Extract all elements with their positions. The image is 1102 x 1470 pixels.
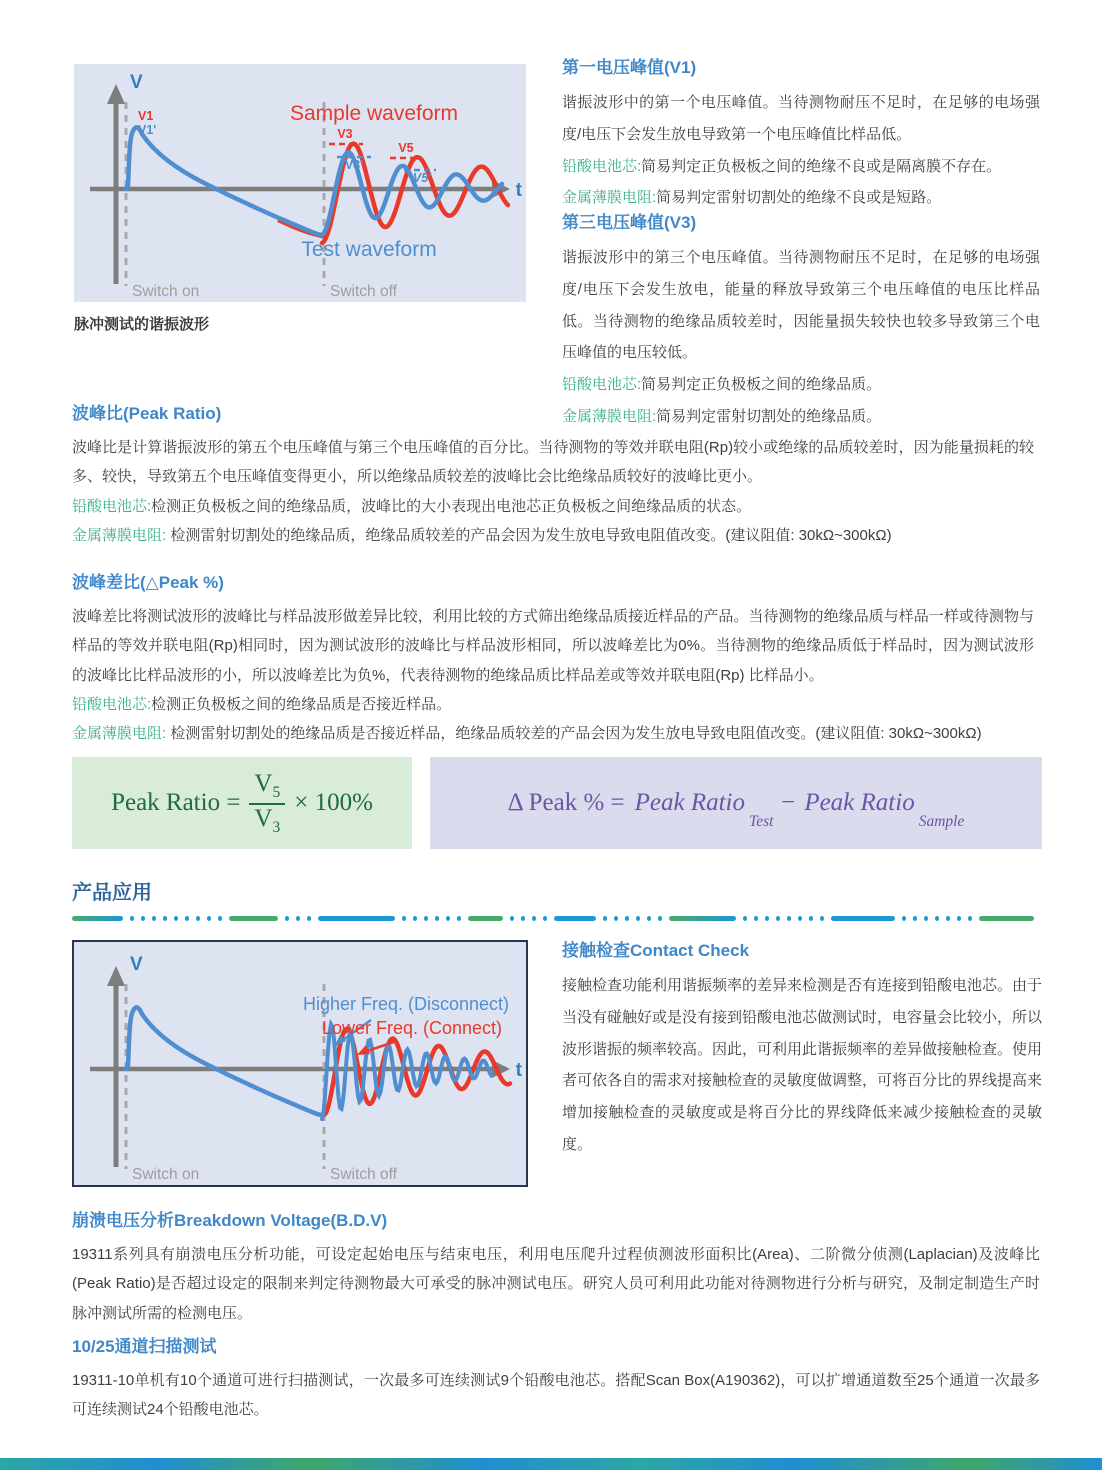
divider-dash [229,916,278,921]
divider-dot [765,916,769,921]
resonant-waveform-svg [74,64,526,302]
divider-dot [603,916,607,921]
y-axis-arrow [107,966,125,986]
y-axis-arrow [107,84,125,104]
section-v3-lead [562,369,1040,401]
divider-dot [285,916,289,921]
divider-dot [924,916,928,921]
formula-lhs: Peak Ratio = [111,789,241,816]
section-scan [72,1336,1040,1425]
fraction-denominator: $V_3$ [254,804,281,836]
film-term: 金属薄膜电阻: [562,408,657,426]
section-v1-title: 第一电压峰值(V1) [562,58,697,77]
divider-dot [296,916,300,921]
section-delta-peak-lead [72,690,1034,719]
divider-dot [424,916,428,921]
section-peak-ratio-title: 波峰比(Peak Ratio) [72,404,222,423]
film-term: 金属薄膜电阻: [562,189,657,207]
divider-dot [754,916,758,921]
divider-dot [913,916,917,921]
footer-gradient-bar [0,1458,1102,1470]
delta-minus: − [779,789,797,816]
film-term: 金属薄膜电阻: [72,526,167,544]
test-waveform-label: Test waveform [301,238,437,261]
divider-dot [185,916,189,921]
divider-dot [130,916,134,921]
film-text: 检测雷射切割处的绝缘品质，绝缘品质较差的产品会因为发生放电导致电阻值改变。(建议阻值: 30kΩ~300kΩ) [166,526,892,544]
section-contact-body: 接触检查功能利用谐振频率的差异来检测是否有连接到铅酸电池芯。由于当没有碰触好或是没有接到铅酸电池芯做测试时，电容量会比较小，所以波形谐振的频率较高。因此，可利用此谐振频率的差异做接触检查。使用者可依各自的需求对接触检查的灵敏度做调整，可将百分比的界线提高来增加接触检查的灵敏度或是将百分比的界线降低来减少接触检查的灵敏度。 [562,977,1043,1154]
divider-dot [776,916,780,921]
section-delta-peak [72,572,1034,748]
section-bdv-title: 崩溃电压分析Breakdown Voltage(B.D.V) [72,1211,388,1230]
lead-term: 铅酸电池芯: [72,695,152,713]
switch-on-label: Switch on [132,1166,200,1183]
divider-dot [152,916,156,921]
divider-dot [510,916,514,921]
formula-fraction [249,770,285,837]
divider-dot [174,916,178,921]
divider-dash [979,916,1034,921]
divider-dot [946,916,950,921]
divider-dot [457,916,461,921]
sample-waveform-label: Sample waveform [289,102,459,125]
divider-dot [163,916,167,921]
divider-dot [218,916,222,921]
lead-text: 简易判定正负极板之间的绝缘品质。 [641,376,882,394]
section-delta-peak-title: 波峰差比(△Peak %) [72,573,224,592]
divider-dot [532,916,536,921]
section-v3 [562,212,1040,433]
v-axis-label: V [130,72,143,93]
delta-sub2: Sample [918,813,965,830]
film-text: 检测雷射切割处的绝缘品质是否接近样品，绝缘品质较差的产品会因为发生放电导致电阻值改变。(建议阻值: 30kΩ~300kΩ) [166,725,982,743]
divider-dot [307,916,311,921]
film-term: 金属薄膜电阻: [72,725,167,743]
divider-dot [809,916,813,921]
section-v3-body: 谐振波形中的第三个电压峰值。当待测物耐压不足时，在足够的电场强度/电压下会发生放电，能量的释放导致第三个电压峰值的电压比样品低。当待测物的绝缘品质较差时，因能量损失较快也较多导致第三个电压峰值的电压较低。 [562,249,1040,362]
section-v1-lead [562,151,1040,183]
section-peak-ratio-body: 波峰比是计算谐振波形的第五个电压峰值与第三个电压峰值的百分比。当待测物的等效并联电阻(Rp)较小或绝缘的品质较差时，因为能量损耗的较多、较快，导致第五个电压峰值变得更小，所以绝缘品质较差的波峰比会比绝缘品质较好的波峰比更小。 [72,439,1034,486]
divider-dot [521,916,525,921]
section-v1-film [562,182,1040,214]
lead-text: 检测正负极板之间的绝缘品质，波峰比的大小表现出电池芯正负极板之间绝缘品质的状态。 [151,497,752,515]
section-contact-check [562,940,1042,1161]
section-v1-body: 谐振波形中的第一个电压峰值。当待测物耐压不足时，在足够的电场强度/电压下会发生放电导致第一个电压峰值比样品低。 [562,94,1040,143]
contact-check-diagram [72,940,528,1187]
section-scan-title: 10/25通道扫描测试 [72,1337,217,1356]
divider-dot [787,916,791,921]
divider-dot [647,916,651,921]
delta-sub1: Test [749,813,774,830]
divider-dot [957,916,961,921]
v1p-label: V1' [138,123,157,137]
divider-dash [554,916,596,921]
lower-freq-label: Lower Freq. (Connect) [321,1018,503,1038]
delta-lhs: Δ Peak % = [507,789,625,816]
divider-dot [658,916,662,921]
divider-dot [902,916,906,921]
diagram1-caption: 脉冲测试的谐振波形 [74,316,210,333]
v1-label: V1 [138,109,154,123]
v-axis-label: V [130,954,143,975]
contact-check-svg [74,942,526,1185]
formula-rhs: × 100% [294,789,373,816]
lead-term: 铅酸电池芯: [562,157,642,175]
divider-dot [743,916,747,921]
test-wave-pre [126,1007,322,1115]
test-wave-pre [126,127,322,235]
divider-dot [435,916,439,921]
section-delta-peak-film [72,719,1034,748]
divider-dot [446,916,450,921]
divider-dot [196,916,200,921]
divider-dash [669,916,735,921]
divider-dot [636,916,640,921]
decorative-divider [72,915,1034,921]
fraction-numerator: $V_5$ [249,770,285,805]
film-text: 简易判定雷射切割处的绝缘不良或是短路。 [656,189,942,207]
divider-dot [968,916,972,921]
section-delta-peak-body: 波峰差比将测试波形的波峰比与样品波形做差异比较，利用比较的方式筛出绝缘品质接近样品的产品。当待测物的绝缘品质与样品一样或待测物与样品的等效并联电阻(Rp)相同时，因为测试波形的波峰比与样品波形相同，所以波峰差比为0%。当待测物的绝缘品质低于样品时，因为测试波形的波峰比比样品波形的小，所以波峰差比为负%，代表待测物的绝缘品质比样品差或等效并联电阻(Rp) 比样品小。 [72,608,1034,684]
divider-dot [543,916,547,921]
divider-dash [831,916,895,921]
section-bdv-body: 19311系列具有崩溃电压分析功能，可设定起始电压与结束电压，利用电压爬升过程侦测波形面积比(Area)、二阶微分侦测(Laplacian)及波峰比(Peak Ratio)是否超过设定的限制来判定待测物最大可承受的脉冲测试电压。研究人员可利用此功能对待测物进行分析与研究，及制定制造生产时脉冲测试所需的检测电压。 [72,1246,1040,1322]
lead-term: 铅酸电池芯: [72,497,152,515]
t-axis-label: t [515,180,522,201]
delta-peak-formula [430,757,1042,849]
section-v3-title: 第三电压峰值(V3) [562,213,697,232]
lead-text: 检测正负极板之间的绝缘品质是否接近样品。 [151,695,452,713]
section-contact-title: 接触检查Contact Check [562,941,750,960]
divider-dot [402,916,406,921]
section-peak-ratio-film [72,521,1034,550]
v5-label: V5 [398,141,414,155]
resonant-waveform-diagram [74,64,526,302]
delta-term2: Peak Ratio [804,789,915,816]
section-peak-ratio-lead [72,492,1034,521]
divider-dot [625,916,629,921]
t-axis-label: t [515,1060,522,1081]
switch-off-label: Switch off [330,1166,397,1183]
section-scan-body: 19311-10单机有10个通道可进行扫描测试，一次最多可连续测试9个铅酸电池芯。搭配Scan Box(A190362)，可以扩增通道数至25个通道一次最多可连续测试24个铅酸电池芯。 [72,1372,1040,1419]
divider-dot [820,916,824,921]
delta-term1: Peak Ratio [634,789,746,816]
divider-dot [935,916,939,921]
divider-dash [72,916,123,921]
switch-off-label: Switch off [330,283,397,300]
divider-dash [468,916,503,921]
lead-term: 铅酸电池芯: [562,376,642,394]
section-v1 [562,57,1040,214]
switch-on-label: Switch on [132,283,200,300]
divider-dot [207,916,211,921]
section-peak-ratio [72,403,1034,550]
v3-label: V3 [337,127,353,141]
divider-dot [614,916,618,921]
divider-dot [798,916,802,921]
film-text: 简易判定雷射切割处的绝缘品质。 [656,408,882,426]
divider-dot [141,916,145,921]
peak-ratio-formula [72,757,412,849]
higher-freq-label: Higher Freq. (Disconnect) [302,994,510,1014]
product-application-title: 产品应用 [72,882,152,904]
divider-dash [318,916,395,921]
v5p-label: V5' [412,171,432,185]
divider-dot [413,916,417,921]
section-bdv [72,1210,1040,1328]
v3p-label: V3' [344,158,364,172]
lead-text: 简易判定正负极板之间的绝缘不良或是隔离膜不存在。 [641,157,1002,175]
